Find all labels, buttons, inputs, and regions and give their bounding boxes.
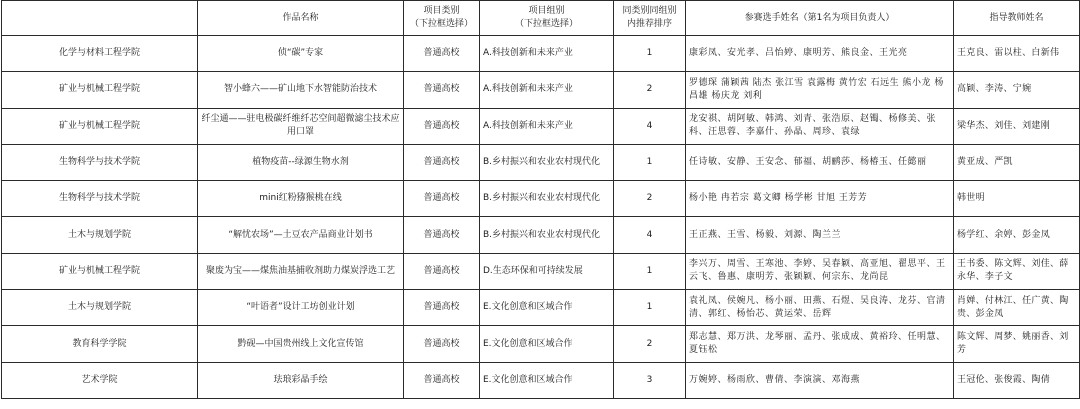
college-cell: 生物科学与技术学院 xyxy=(2,181,198,217)
project-name-cell: 聚废为宝——煤焦油基捕收剂助力煤炭浮选工艺 xyxy=(198,253,404,289)
group-cell: B.乡村振兴和农业农村现代化 xyxy=(480,217,614,253)
project-name-cell: 侦“碳”专家 xyxy=(198,36,404,72)
teachers-cell: 王克良、雷以柱、白新伟 xyxy=(954,36,1080,72)
group-cell: A.科技创新和未来产业 xyxy=(480,36,614,72)
project-name-cell: mini红粉猕猴桃在线 xyxy=(198,181,404,217)
college-cell: 生物科学与技术学院 xyxy=(2,144,198,180)
college-cell: 艺术学院 xyxy=(2,362,198,398)
header-project-name: 作品名称 xyxy=(198,1,404,36)
group-cell: A.科技创新和未来产业 xyxy=(480,72,614,108)
header-row xyxy=(2,1,1080,36)
members-cell: 袁礼凤、侯婉凡、杨小丽、田燕、石煜、吴良涛、龙芬、官清清、郭红、杨怡芯、黄运荣、岳辉 xyxy=(686,290,954,326)
header-college xyxy=(2,1,198,36)
college-cell: 矿业与机械工程学院 xyxy=(2,72,198,108)
project-name-cell: 纤尘通——驻电极碳纤维纤芯空间超微滤尘技术应用口罩 xyxy=(198,108,404,144)
table-row xyxy=(2,72,1080,108)
award-project-table xyxy=(1,0,1080,399)
group-cell: A.科技创新和未来产业 xyxy=(480,108,614,144)
teachers-cell: 黄亚成、严凯 xyxy=(954,144,1080,180)
members-cell: 任诗敏、安静、王安念、郁福、胡鹂莎、杨椿玉、任懿丽 xyxy=(686,144,954,180)
project-name-cell: “叶语者”设计工坊创业计划 xyxy=(198,290,404,326)
group-cell: B.乡村振兴和农业农村现代化 xyxy=(480,144,614,180)
category-cell: 普通高校 xyxy=(404,144,480,180)
teachers-cell: 王冠伦、张俊霞、陶倩 xyxy=(954,362,1080,398)
category-cell: 普通高校 xyxy=(404,36,480,72)
teachers-cell: 梁华杰、刘佳、刘建刚 xyxy=(954,108,1080,144)
rank-cell: 4 xyxy=(614,108,686,144)
group-cell: E.文化创意和区域合作 xyxy=(480,326,614,362)
table-row xyxy=(2,36,1080,72)
college-cell: 土木与规划学院 xyxy=(2,290,198,326)
college-cell: 矿业与机械工程学院 xyxy=(2,108,198,144)
table-row xyxy=(2,326,1080,362)
teachers-cell: 肖婵、付林江、任广黄、陶贵、彭金凤 xyxy=(954,290,1080,326)
table-row xyxy=(2,108,1080,144)
members-cell: 康彩凤、安光孝、吕怡婷、康明芳、熊良金、王光亮 xyxy=(686,36,954,72)
teachers-cell: 韩世明 xyxy=(954,181,1080,217)
group-cell: E.文化创意和区域合作 xyxy=(480,290,614,326)
rank-cell: 3 xyxy=(614,362,686,398)
college-cell: 化学与材料工程学院 xyxy=(2,36,198,72)
members-cell: 李兴万、周雪、王寒池、李婷、吴春颖、高亚旭、翟思平、王云飞、鲁惠、康明芳、张颖颖、何宗东、龙尚昆 xyxy=(686,253,954,289)
teachers-cell: 陈文辉、周梦、姚丽香、刘芳 xyxy=(954,326,1080,362)
rank-cell: 2 xyxy=(614,326,686,362)
category-cell: 普通高校 xyxy=(404,108,480,144)
members-cell: 万婉婷、杨雨欣、曹倩、李演演、邓海燕 xyxy=(686,362,954,398)
rank-cell: 2 xyxy=(614,181,686,217)
rank-cell: 4 xyxy=(614,217,686,253)
project-name-cell: 智小蜂六——矿山地下水智能防治技术 xyxy=(198,72,404,108)
project-name-cell: 植物疫苗--绿源生物水剂 xyxy=(198,144,404,180)
header-members: 参赛选手姓名（第1名为项目负责人） xyxy=(686,1,954,36)
teachers-cell: 高颖、李涛、宁婉 xyxy=(954,72,1080,108)
table-row xyxy=(2,181,1080,217)
group-cell: B.乡村振兴和农业农村现代化 xyxy=(480,181,614,217)
category-cell: 普通高校 xyxy=(404,72,480,108)
rank-cell: 1 xyxy=(614,253,686,289)
category-cell: 普通高校 xyxy=(404,362,480,398)
group-cell: E.文化创意和区域合作 xyxy=(480,362,614,398)
teachers-cell: 王书委、陈文辉、刘佳、薛永华、李子文 xyxy=(954,253,1080,289)
members-cell: 杨小艳 冉若宗 葛文卿 杨学彬 甘旭 王芳芳 xyxy=(686,181,954,217)
header-category: 项目类别 （下拉框选择） xyxy=(404,1,480,36)
members-cell: 龙安祺、胡阿敏、韩鸿、刘青、张浩原、赵镯、杨修美、张科、汪思蓉、李嘉什、孙晶、周珍、袁绿 xyxy=(686,108,954,144)
category-cell: 普通高校 xyxy=(404,290,480,326)
header-teachers: 指导教师姓名 xyxy=(954,1,1080,36)
table-row xyxy=(2,144,1080,180)
members-cell: 王正燕、王雪、杨毅、刘源、陶兰兰 xyxy=(686,217,954,253)
college-cell: 矿业与机械工程学院 xyxy=(2,253,198,289)
rank-cell: 1 xyxy=(614,36,686,72)
teachers-cell: 杨学红、余婷、彭金凤 xyxy=(954,217,1080,253)
category-cell: 普通高校 xyxy=(404,181,480,217)
group-cell: D.生态环保和可持续发展 xyxy=(480,253,614,289)
table-row xyxy=(2,362,1080,398)
project-name-cell: “解忧农场”—土豆农产品商业计划书 xyxy=(198,217,404,253)
rank-cell: 1 xyxy=(614,144,686,180)
project-name-cell: 黔砚—中国贵州线上文化宣传馆 xyxy=(198,326,404,362)
members-cell: 罗德琛 蒲颖茜 陆杰 张江雪 袁露梅 黄竹宏 石远生 熊小龙 杨昌雄 杨庆龙 刘利 xyxy=(686,72,954,108)
college-cell: 教育科学学院 xyxy=(2,326,198,362)
category-cell: 普通高校 xyxy=(404,217,480,253)
members-cell: 郑志慧、郑万洪、龙琴丽、孟丹、张成成、黄裕玲、任明慧、夏钰松 xyxy=(686,326,954,362)
rank-cell: 1 xyxy=(614,290,686,326)
college-cell: 土木与规划学院 xyxy=(2,217,198,253)
project-name-cell: 珐琅彩晶手绘 xyxy=(198,362,404,398)
category-cell: 普通高校 xyxy=(404,326,480,362)
table-row xyxy=(2,290,1080,326)
category-cell: 普通高校 xyxy=(404,253,480,289)
header-group: 项目组别 （下拉框选择） xyxy=(480,1,614,36)
table-row xyxy=(2,253,1080,289)
table-row xyxy=(2,217,1080,253)
rank-cell: 2 xyxy=(614,72,686,108)
header-rank: 同类别同组别 内推荐排序 xyxy=(614,1,686,36)
table-body xyxy=(2,36,1080,399)
